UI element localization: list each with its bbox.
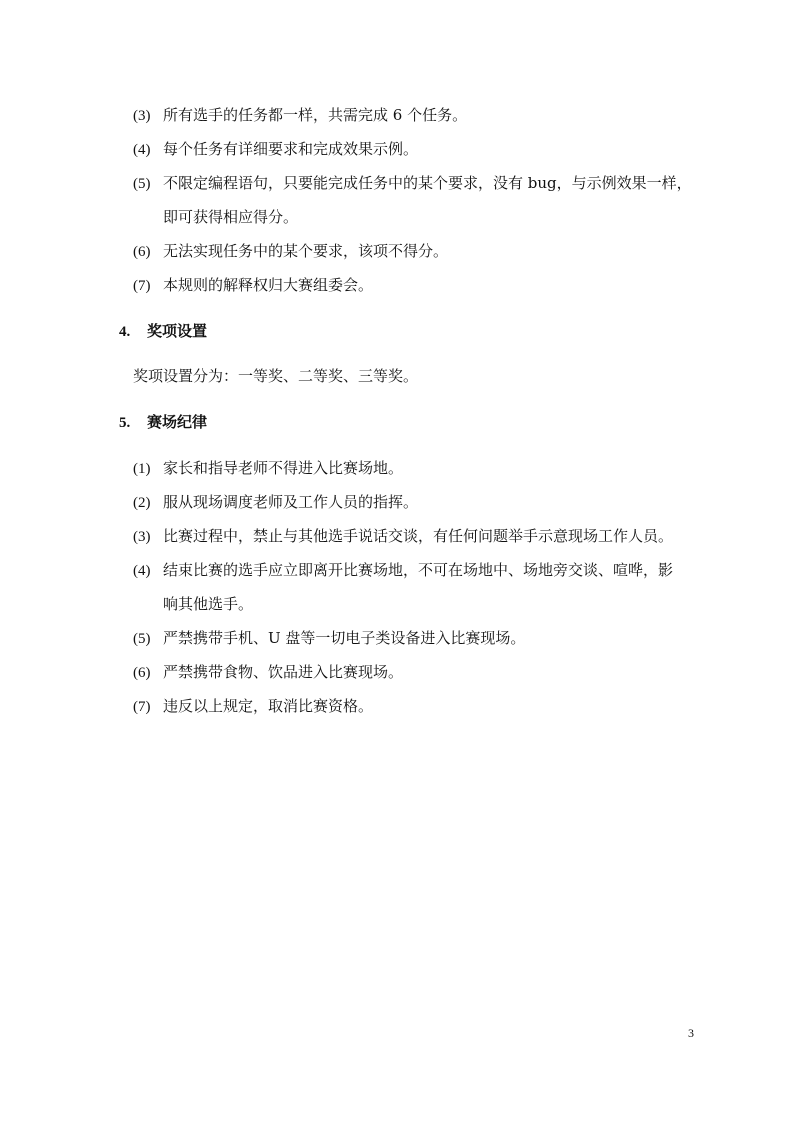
rule-item-number: (5) bbox=[133, 176, 151, 192]
rule-item-text: 所有选手的任务都一样，共需完成 6 个任务。 bbox=[163, 106, 468, 124]
rule-item-text: 每个任务有详细要求和完成效果示例。 bbox=[163, 140, 419, 158]
rule-item-text: 不限定编程语句，只要能完成任务中的某个要求，没有 bug，与示例效果一样， bbox=[163, 174, 692, 192]
section-heading-awards bbox=[119, 314, 207, 349]
section-title: 奖项设置 bbox=[147, 322, 208, 340]
rule-item-text: 无法实现任务中的某个要求，该项不得分。 bbox=[163, 242, 449, 260]
rule-item-text: 本规则的解释权归大赛组委会。 bbox=[163, 276, 374, 294]
discipline-item-text: 严禁携带手机、U 盘等一切电子类设备进入比赛现场。 bbox=[163, 629, 526, 647]
discipline-item-text: 结束比赛的选手应立即离开比赛场地，不可在场地中、场地旁交谈、喧哗，影 bbox=[163, 561, 674, 579]
discipline-item-number: (4) bbox=[133, 563, 151, 579]
discipline-item-number: (6) bbox=[133, 665, 151, 681]
discipline-item-number: (1) bbox=[133, 461, 151, 477]
discipline-item-text: 比赛过程中，禁止与其他选手说话交谈，有任何问题举手示意现场工作人员。 bbox=[163, 527, 674, 545]
section-number: 4. bbox=[119, 324, 131, 340]
discipline-item-text: 违反以上规定，取消比赛资格。 bbox=[163, 697, 374, 715]
page-number: 3 bbox=[688, 1026, 694, 1040]
awards-paragraph: 奖项设置分为：一等奖、二等奖、三等奖。 bbox=[133, 367, 419, 385]
rule-item-number: (4) bbox=[133, 142, 151, 158]
discipline-item-number: (2) bbox=[133, 495, 151, 511]
section-title: 赛场纪律 bbox=[147, 413, 208, 431]
rule-item-number: (6) bbox=[133, 244, 151, 260]
rule-item-text-continued: 即可获得相应得分。 bbox=[163, 208, 299, 226]
rule-item-number: (3) bbox=[133, 108, 151, 124]
section-heading-discipline bbox=[119, 405, 207, 440]
discipline-item-text-continued: 响其他选手。 bbox=[163, 595, 254, 613]
section-number: 5. bbox=[119, 415, 131, 431]
rule-item-number: (7) bbox=[133, 278, 151, 294]
discipline-item-number: (7) bbox=[133, 699, 151, 715]
discipline-item-text: 服从现场调度老师及工作人员的指挥。 bbox=[163, 493, 419, 511]
discipline-item-text: 家长和指导老师不得进入比赛场地。 bbox=[163, 459, 404, 477]
discipline-item-text: 严禁携带食物、饮品进入比赛现场。 bbox=[163, 663, 404, 681]
discipline-item-number: (5) bbox=[133, 631, 151, 647]
discipline-item-number: (3) bbox=[133, 529, 151, 545]
